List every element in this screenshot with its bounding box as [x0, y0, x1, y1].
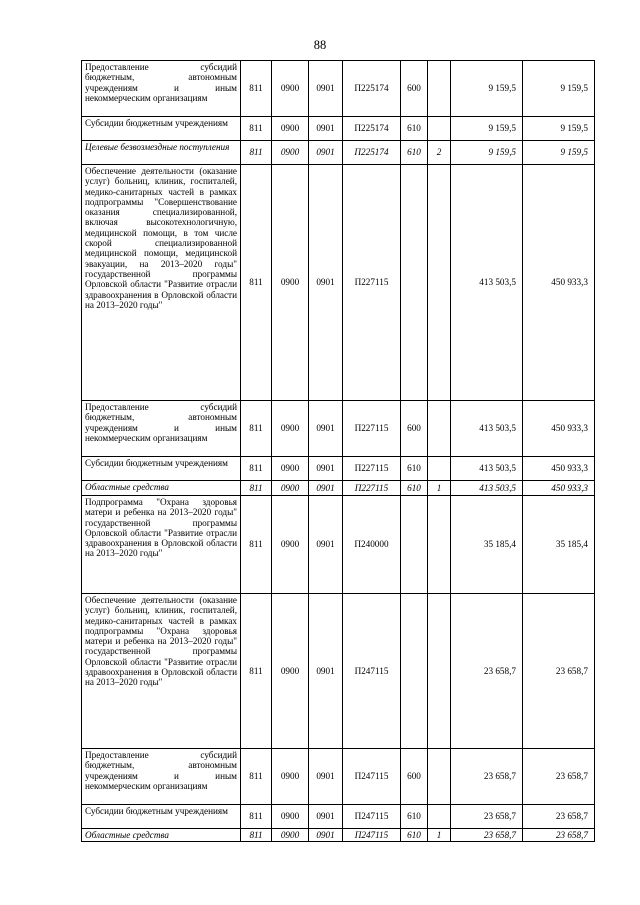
cell-vr: 610 — [401, 117, 428, 141]
cell-csr: П227115 — [343, 165, 401, 401]
row-name: Субсидии бюджетным учреждениям — [82, 805, 241, 829]
cell-value-2: 9 159,5 — [523, 61, 595, 117]
table-row — [82, 829, 595, 842]
cell-pr: 0901 — [309, 457, 343, 481]
cell-csr: П225174 — [343, 141, 401, 165]
cell-vr: 610 — [401, 141, 428, 165]
cell-pr: 0901 — [309, 496, 343, 594]
cell-pr: 0901 — [309, 141, 343, 165]
cell-src — [428, 749, 451, 805]
cell-value-1: 35 185,4 — [451, 496, 523, 594]
cell-value-1: 9 159,5 — [451, 61, 523, 117]
table-row — [82, 749, 595, 805]
cell-src — [428, 117, 451, 141]
cell-gr: 811 — [241, 749, 272, 805]
row-name: Субсидии бюджетным учреждениям — [82, 457, 241, 481]
table-row — [82, 141, 595, 165]
cell-csr: П227115 — [343, 401, 401, 457]
row-name: Субсидии бюджетным учреждениям — [82, 117, 241, 141]
cell-value-2: 450 933,3 — [523, 401, 595, 457]
row-name: Предоставление субсидий бюджетным, автономным учреждениям и иным некоммерческим организациям — [82, 401, 241, 457]
cell-value-1: 23 658,7 — [451, 749, 523, 805]
cell-gr: 811 — [241, 496, 272, 594]
cell-rz: 0900 — [272, 496, 309, 594]
cell-gr: 811 — [241, 457, 272, 481]
cell-csr: П247115 — [343, 594, 401, 749]
table-row — [82, 457, 595, 481]
cell-value-1: 9 159,5 — [451, 117, 523, 141]
cell-csr: П240000 — [343, 496, 401, 594]
cell-value-2: 9 159,5 — [523, 117, 595, 141]
table-row — [82, 117, 595, 141]
table-row — [82, 61, 595, 117]
cell-src — [428, 805, 451, 829]
cell-rz: 0900 — [272, 749, 309, 805]
cell-pr: 0901 — [309, 594, 343, 749]
cell-pr: 0901 — [309, 117, 343, 141]
cell-value-1: 9 159,5 — [451, 141, 523, 165]
table-row — [82, 401, 595, 457]
cell-pr: 0901 — [309, 749, 343, 805]
cell-pr: 0901 — [309, 165, 343, 401]
cell-pr: 0901 — [309, 829, 343, 842]
row-name: Обеспечение деятельности (оказание услуг) больниц, клиник, госпиталей, медико-санитарных частей в рамках подпрограммы "Охрана здоровья матери и ребенка на 2013–2020 годы" государственной программы Орловской области "Развитие отрасли здравоохранения в Орловской области на 2013–2020 годы" — [82, 594, 241, 749]
row-name: Предоставление субсидий бюджетным, автономным учреждениям и иным некоммерческим организациям — [82, 749, 241, 805]
budget-table — [81, 60, 595, 842]
cell-gr: 811 — [241, 165, 272, 401]
cell-value-2: 450 933,3 — [523, 481, 595, 496]
cell-rz: 0900 — [272, 141, 309, 165]
cell-src — [428, 594, 451, 749]
cell-value-1: 23 658,7 — [451, 594, 523, 749]
cell-src: 2 — [428, 141, 451, 165]
cell-vr: 610 — [401, 829, 428, 842]
cell-src — [428, 457, 451, 481]
cell-gr: 811 — [241, 141, 272, 165]
cell-value-1: 413 503,5 — [451, 401, 523, 457]
cell-value-2: 23 658,7 — [523, 805, 595, 829]
cell-value-2: 450 933,3 — [523, 457, 595, 481]
cell-vr: 610 — [401, 481, 428, 496]
cell-rz: 0900 — [272, 117, 309, 141]
cell-vr: 610 — [401, 457, 428, 481]
cell-rz: 0900 — [272, 829, 309, 842]
cell-value-1: 23 658,7 — [451, 805, 523, 829]
cell-csr: П247115 — [343, 805, 401, 829]
table-body — [82, 61, 595, 842]
table-row — [82, 481, 595, 496]
cell-value-1: 23 658,7 — [451, 829, 523, 842]
cell-src — [428, 165, 451, 401]
row-name: Областные средства — [82, 829, 241, 842]
cell-csr: П247115 — [343, 749, 401, 805]
cell-csr: П247115 — [343, 829, 401, 842]
cell-src — [428, 61, 451, 117]
cell-gr: 811 — [241, 805, 272, 829]
cell-value-2: 23 658,7 — [523, 829, 595, 842]
cell-csr: П227115 — [343, 481, 401, 496]
cell-value-2: 23 658,7 — [523, 594, 595, 749]
cell-pr: 0901 — [309, 481, 343, 496]
row-name: Областные средства — [82, 481, 241, 496]
cell-src: 1 — [428, 829, 451, 842]
cell-vr: 600 — [401, 61, 428, 117]
cell-src — [428, 496, 451, 594]
cell-rz: 0900 — [272, 481, 309, 496]
cell-pr: 0901 — [309, 805, 343, 829]
table-row — [82, 594, 595, 749]
cell-value-2: 23 658,7 — [523, 749, 595, 805]
cell-rz: 0900 — [272, 165, 309, 401]
row-name: Целевые безвозмездные поступления — [82, 141, 241, 165]
cell-gr: 811 — [241, 117, 272, 141]
cell-value-2: 450 933,3 — [523, 165, 595, 401]
page-number: 88 — [313, 38, 327, 52]
cell-src: 1 — [428, 481, 451, 496]
cell-value-2: 35 185,4 — [523, 496, 595, 594]
cell-value-1: 413 503,5 — [451, 481, 523, 496]
cell-csr: П225174 — [343, 61, 401, 117]
cell-vr — [401, 165, 428, 401]
cell-gr: 811 — [241, 401, 272, 457]
cell-rz: 0900 — [272, 594, 309, 749]
cell-src — [428, 401, 451, 457]
cell-rz: 0900 — [272, 61, 309, 117]
table-row — [82, 165, 595, 401]
cell-gr: 811 — [241, 61, 272, 117]
cell-pr: 0901 — [309, 401, 343, 457]
cell-value-1: 413 503,5 — [451, 165, 523, 401]
cell-value-1: 413 503,5 — [451, 457, 523, 481]
cell-rz: 0900 — [272, 457, 309, 481]
cell-vr: 610 — [401, 805, 428, 829]
cell-value-2: 9 159,5 — [523, 141, 595, 165]
cell-vr: 600 — [401, 401, 428, 457]
cell-vr: 600 — [401, 749, 428, 805]
cell-gr: 811 — [241, 829, 272, 842]
cell-gr: 811 — [241, 594, 272, 749]
row-name: Обеспечение деятельности (оказание услуг) больниц, клиник, госпиталей, медико-санитарных частей в рамках подпрограммы "Совершенствование оказания специализированной, включая высокотехнологичную, медицинской помощи, в том числе скорой специализированной медицинской помощи, медицинской эвакуации, на 2013–2020 годы" государственной программы Орловской области "Развитие отрасли здравоохранения в Орловской области на 2013–2020 годы" — [82, 165, 241, 401]
cell-vr — [401, 594, 428, 749]
table-row — [82, 805, 595, 829]
row-name: Предоставление субсидий бюджетным, автономным учреждениям и иным некоммерческим организациям — [82, 61, 241, 117]
cell-csr: П225174 — [343, 117, 401, 141]
cell-gr: 811 — [241, 481, 272, 496]
table-row — [82, 496, 595, 594]
cell-csr: П227115 — [343, 457, 401, 481]
cell-vr — [401, 496, 428, 594]
row-name: Подпрограмма "Охрана здоровья матери и ребенка на 2013–2020 годы" государственной программы Орловской области "Развитие отрасли здравоохранения в Орловской области на 2013–2020 годы" — [82, 496, 241, 594]
cell-rz: 0900 — [272, 401, 309, 457]
cell-rz: 0900 — [272, 805, 309, 829]
cell-pr: 0901 — [309, 61, 343, 117]
